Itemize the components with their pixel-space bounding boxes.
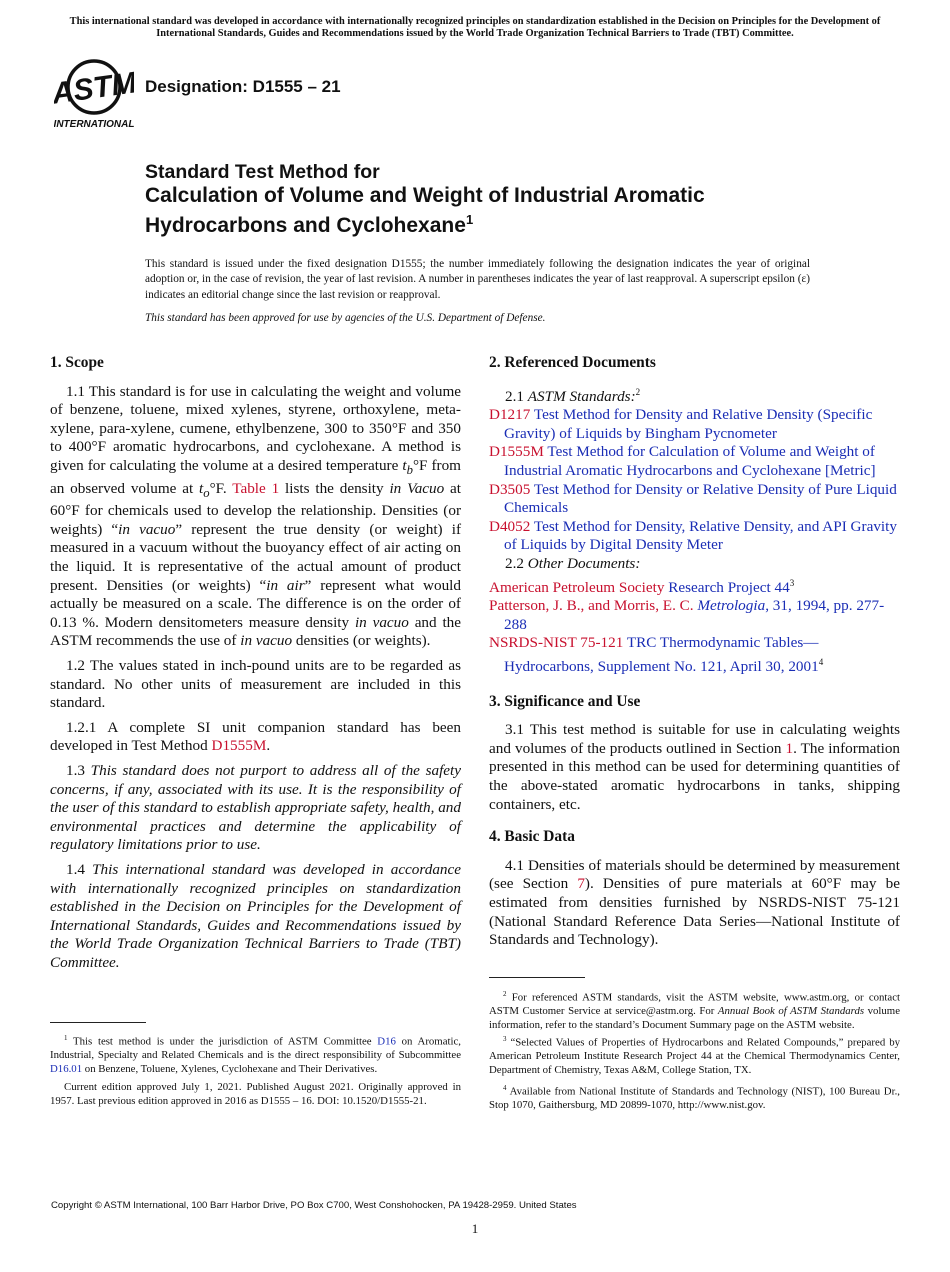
paragraph-3-1: 3.1 This test method is suitable for use in calculating weights and volumes of the products outlined in Section 1. The information presented in this method can be used for determining quantities of the above-stated aromatic hydrocarbons in tanks, shipping containers, etc. bbox=[489, 721, 901, 813]
paragraph-4-1: 4.1 Densities of materials should be determined by measurement (see Section 7). Densities of pure materials at 60°F may be estimated from densities furnished by NSRDS-NIST 75-121 (National Standard Reference Data Series—National Institute of Standards and Technology). bbox=[489, 856, 900, 949]
ref-item[interactable]: D1217 Test Method for Density and Relative Density (Specific Gravity) of Liquids by Bingham Pycnometer bbox=[489, 406, 873, 442]
section-heading-scope: 1. Scope bbox=[50, 354, 104, 371]
footnote-1: $^1$ This test method is under the jurisdiction of ASTM Committee D16 on Aromatic, Industrial, Specialty and Related Chemicals and is the direct responsibility of Subcommittee D16.01 on Benzene, Toluene, Xylenes, Cyclohexane and Their Derivatives. Current edition approved July 1, 2021. Published August 2021. Originally approved in 1957. Last previous edition approved in 2016 as D1555 – 16. DOI: 10.1520/D1555-21. bbox=[50, 1034, 461, 1107]
section-1-link[interactable]: 1 bbox=[785, 739, 794, 757]
footnotes-right bbox=[489, 988, 900, 1113]
other-doc-item[interactable]: Patterson, J. B., and Morris, E. C. Metrologia, 31, 1994, pp. 277-288 bbox=[489, 597, 885, 633]
section-heading-referenced: 2. Referenced Documents bbox=[489, 354, 656, 371]
section-heading-significance: 3. Significance and Use bbox=[489, 692, 641, 710]
right-column bbox=[489, 354, 900, 956]
d1555m-link[interactable]: D1555M bbox=[211, 737, 267, 755]
dod-note: This standard has been approved for use by agencies of the U.S. Department of Defense. bbox=[145, 312, 546, 324]
d16-01-link[interactable]: D16.01 bbox=[50, 1063, 83, 1076]
footnote-rule-right bbox=[489, 977, 585, 978]
svg-text:ASTM: ASTM bbox=[54, 66, 134, 111]
footnote-rule-left bbox=[50, 1022, 146, 1023]
footnote-3: $^3$ “Selected Values of Properties of Hydrocarbons and Related Compounds,” prepared by American Petroleum Institute Research Project 44 at the Chemical Thermodynamics Center, Department of Chemistry, Texas A&M, College Station, TX. bbox=[489, 1034, 900, 1077]
subsection-other-documents: 2.2 Other Documents: bbox=[505, 555, 641, 572]
top-notice: This international standard was developed in accordance with internationally recognized principles on standardization established in the Decision on Principles for the Development of International Standards, Guides and Recommendations issued by the World Trade Organization Technical Barriers to Trade (TBT) Committee. bbox=[69, 16, 881, 39]
other-doc-item[interactable]: American Petroleum Society Research Project $44^3$ bbox=[489, 577, 795, 596]
paragraph-1-1: 1.1 This standard is for use in calculating the weight and volume of benzene, toluene, mixed xylenes, styrene, orthoxylene, meta-xylene, para-xylene, cumene, ethylbenzene, 300 to 350°F and 350 to 400°F aromatic hydrocarbons, and cyclohexane. A method is given for calculating the volume at a desired temperature $t_b^\circ F$ from an observed volume at $t_o^\circ F$. Table 1 lists the density in Vacuo at 60°F for chemicals used to develop the relationship. Densities (or weights) “in vacuo” represent the true density (or weight) if measured in a vacuum without the buoyancy effect of air acting on the liquid. It is representative of the actual amount of product present. Densities (or weights) “in air” represent what would actually be measured on a scale. The difference is on the order of 0.13 %. Modern densitometers measure density in vacuo and the ASTM recommends the use of in vacuo densities (or weights). bbox=[50, 382, 462, 650]
section-heading-basic-data: 4. Basic Data bbox=[489, 828, 575, 846]
other-doc-item[interactable]: NSRDS-NIST 75-121 TRC Thermodynamic Tables—Hydrocarbons, Supplement No. 121, April 30, 2001$^4$ bbox=[489, 634, 824, 676]
d16-link[interactable]: D16 bbox=[377, 1035, 396, 1048]
title-block bbox=[145, 160, 845, 238]
ref-item[interactable]: D4052 Test Method for Density, Relative Density, and API Gravity of Liquids by Digital Density Meter bbox=[489, 517, 897, 554]
subsection-astm-standards: 2.1 ASTM Standards:$^2$ bbox=[505, 386, 641, 405]
paragraph-1-2: 1.2 The values stated in inch-pound units are to be regarded as standard. No other units of measurement are included in this standard. bbox=[50, 656, 461, 712]
paragraph-1-3: 1.3 This standard does not purport to address all of the safety concerns, if any, associated with its use. It is the responsibility of the user of this standard to establish appropriate safety, health, and environmental practices and determine the applicability of regulatory limitations prior to use. bbox=[50, 761, 462, 854]
ref-item[interactable]: D1555M Test Method for Calculation of Volume and Weight of Industrial Aromatic Hydrocarbons and Cyclohexane [Metric] bbox=[489, 443, 876, 480]
footnote-4: $^4$ Available from National Institute of Standards and Technology (NIST), 100 Bureau Dr., Stop 1070, Gaithersburg, MD 20899-1070, http://www.nist.gov. bbox=[489, 1083, 900, 1112]
paragraph-1-2-1: 1.2.1 A complete SI unit companion standard has been developed in Test Method D1555M. bbox=[50, 718, 461, 755]
footnote-2: $^2$ For referenced ASTM standards, visit the ASTM website, www.astm.org, or contact ASTM Customer Service at service@astm.org. For Annual Book of ASTM Standards volume information, refer to the standard’s Document Summary page on the ASTM website. bbox=[489, 990, 900, 1032]
page-number: 1 bbox=[471, 1221, 479, 1236]
ref-item[interactable]: D3505 Test Method for Density or Relative Density of Pure Liquid Chemicals bbox=[489, 480, 897, 517]
title-line1: Standard Test Method for bbox=[145, 161, 380, 183]
intro-note: This standard is issued under the fixed designation D1555; the number immediately following the designation indicates the year of original adoption or, in the case of revision, the year of last revision. A number in parentheses indicates the year of last reapproval. A superscript epsilon (ε) indicates an editorial change since the last revision or reapproval. bbox=[145, 258, 810, 301]
astm-logo bbox=[54, 57, 134, 131]
section-7-link[interactable]: 7 bbox=[577, 875, 585, 893]
paragraph-1-4: 1.4 This international standard was developed in accordance with internationally recognized principles on standardization established in the Decision on Principles for the Development of International Standards, Guides and Recommendations issued by the World Trade Organization Technical Barriers to Trade (TBT) Committee. bbox=[50, 860, 462, 971]
logo-text: INTERNATIONAL bbox=[54, 119, 134, 130]
copyright: Copyright © ASTM International, 100 Barr Harbor Drive, PO Box C700, West Conshohocken, PA 19428-2959. United States bbox=[51, 1200, 577, 1211]
table-1-link[interactable]: Table 1 bbox=[232, 479, 280, 497]
designation: Designation: D1555 – 21 bbox=[145, 77, 341, 96]
title-main: Calculation of Volume and Weight of Industrial Aromatic Hydrocarbons and Cyclohexane$^1$ bbox=[145, 184, 705, 237]
left-column bbox=[50, 354, 461, 978]
